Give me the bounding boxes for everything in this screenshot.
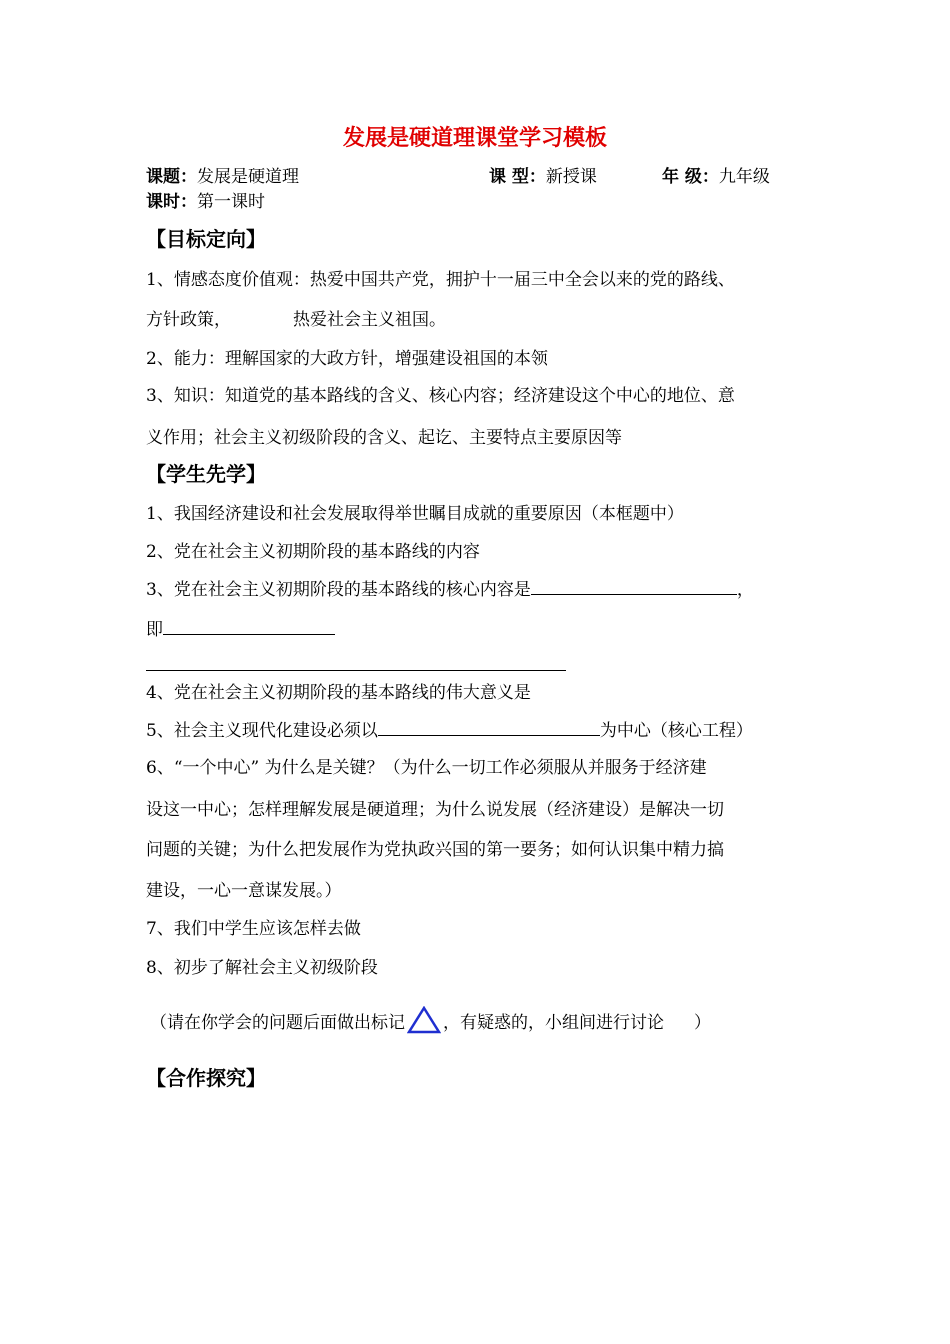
answer-blank-5[interactable] [378,717,600,736]
note-text-c: ） [694,1013,711,1033]
question-8: 8、初步了解社会主义初级阶段 [146,958,378,978]
period-value: 第一课时 [197,192,265,212]
answer-blank-3c[interactable] [146,670,566,671]
question-1: 1、我国经济建设和社会发展取得举世瞩目成就的重要原因（本框题中） [146,504,684,524]
topic-label: 课题： [146,167,197,187]
note-text-b: ，有疑惑的，小组间进行讨论 [443,1013,664,1033]
question-6-line-2: 设这一中心；怎样理解发展是硬道理；为什么说发展（经济建设）是解决一切 [146,800,724,820]
question-4: 4、党在社会主义初期阶段的基本路线的伟大意义是 [146,683,531,703]
section-goals: 【目标定向】 [146,227,266,251]
question-3-line-1 [146,575,754,600]
goal-1-line-1: 1、情感态度价值观：热爱中国共产党，拥护十一届三中全会以来的党的路线、 [146,270,735,290]
instruction-note [150,1006,711,1039]
grade-label: 年 级： [662,167,719,187]
period-row [146,187,265,212]
question-3-ji: 即 [146,620,163,640]
answer-blank-3a[interactable] [531,576,737,595]
question-3-text: 3、党在社会主义初期阶段的基本路线的核心内容是 [146,580,531,600]
grade-value: 九年级 [718,167,770,187]
goal-3-line-2: 义作用；社会主义初级阶段的含义、起讫、主要特点主要原因等 [146,428,622,448]
goal-1-part-b: 热爱社会主义祖国。 [293,310,446,330]
topic-row [146,162,299,187]
type-row [489,162,597,187]
question-6-line-3: 问题的关键；为什么把发展作为党执政兴国的第一要务；如何认识集中精力搞 [146,840,724,860]
triangle-outline-icon [407,1006,441,1039]
period-label: 课时： [146,192,197,212]
question-5 [146,716,753,741]
note-text-a: （请在你学会的问题后面做出标记 [150,1013,405,1033]
question-6-line-4: 建设，一心一意谋发展。） [146,881,342,901]
topic-value: 发展是硬道理 [197,167,299,187]
type-label: 课 型： [489,167,546,187]
section-prestudy: 【学生先学】 [146,462,266,486]
grade-row [662,162,770,187]
section-coop: 【合作探究】 [146,1066,266,1090]
question-5-text-b: 为中心（核心工程） [599,721,753,741]
page-title: 发展是硬道理课堂学习模板 [342,125,607,151]
type-value: 新授课 [545,167,597,187]
goal-2: 2、能力：理解国家的大政方针，增强建设祖国的本领 [146,349,548,369]
answer-blank-3b[interactable] [163,616,335,635]
question-3-comma: ， [736,580,754,600]
goal-3-line-1: 3、知识：知道党的基本路线的含义、核心内容；经济建设这个中心的地位、意 [146,386,735,406]
question-5-text-a: 5、社会主义现代化建设必须以 [146,721,378,741]
question-6-line-1: 6、“一个中心” 为什么是关键？（为什么一切工作必须服从并服务于经济建 [146,758,707,778]
question-7: 7、我们中学生应该怎样去做 [146,919,361,939]
question-2: 2、党在社会主义初期阶段的基本路线的内容 [146,542,480,562]
goal-1-part-a: 方针政策， [146,310,231,330]
question-3-line-2 [146,615,335,640]
goal-1-line-2 [146,305,446,330]
